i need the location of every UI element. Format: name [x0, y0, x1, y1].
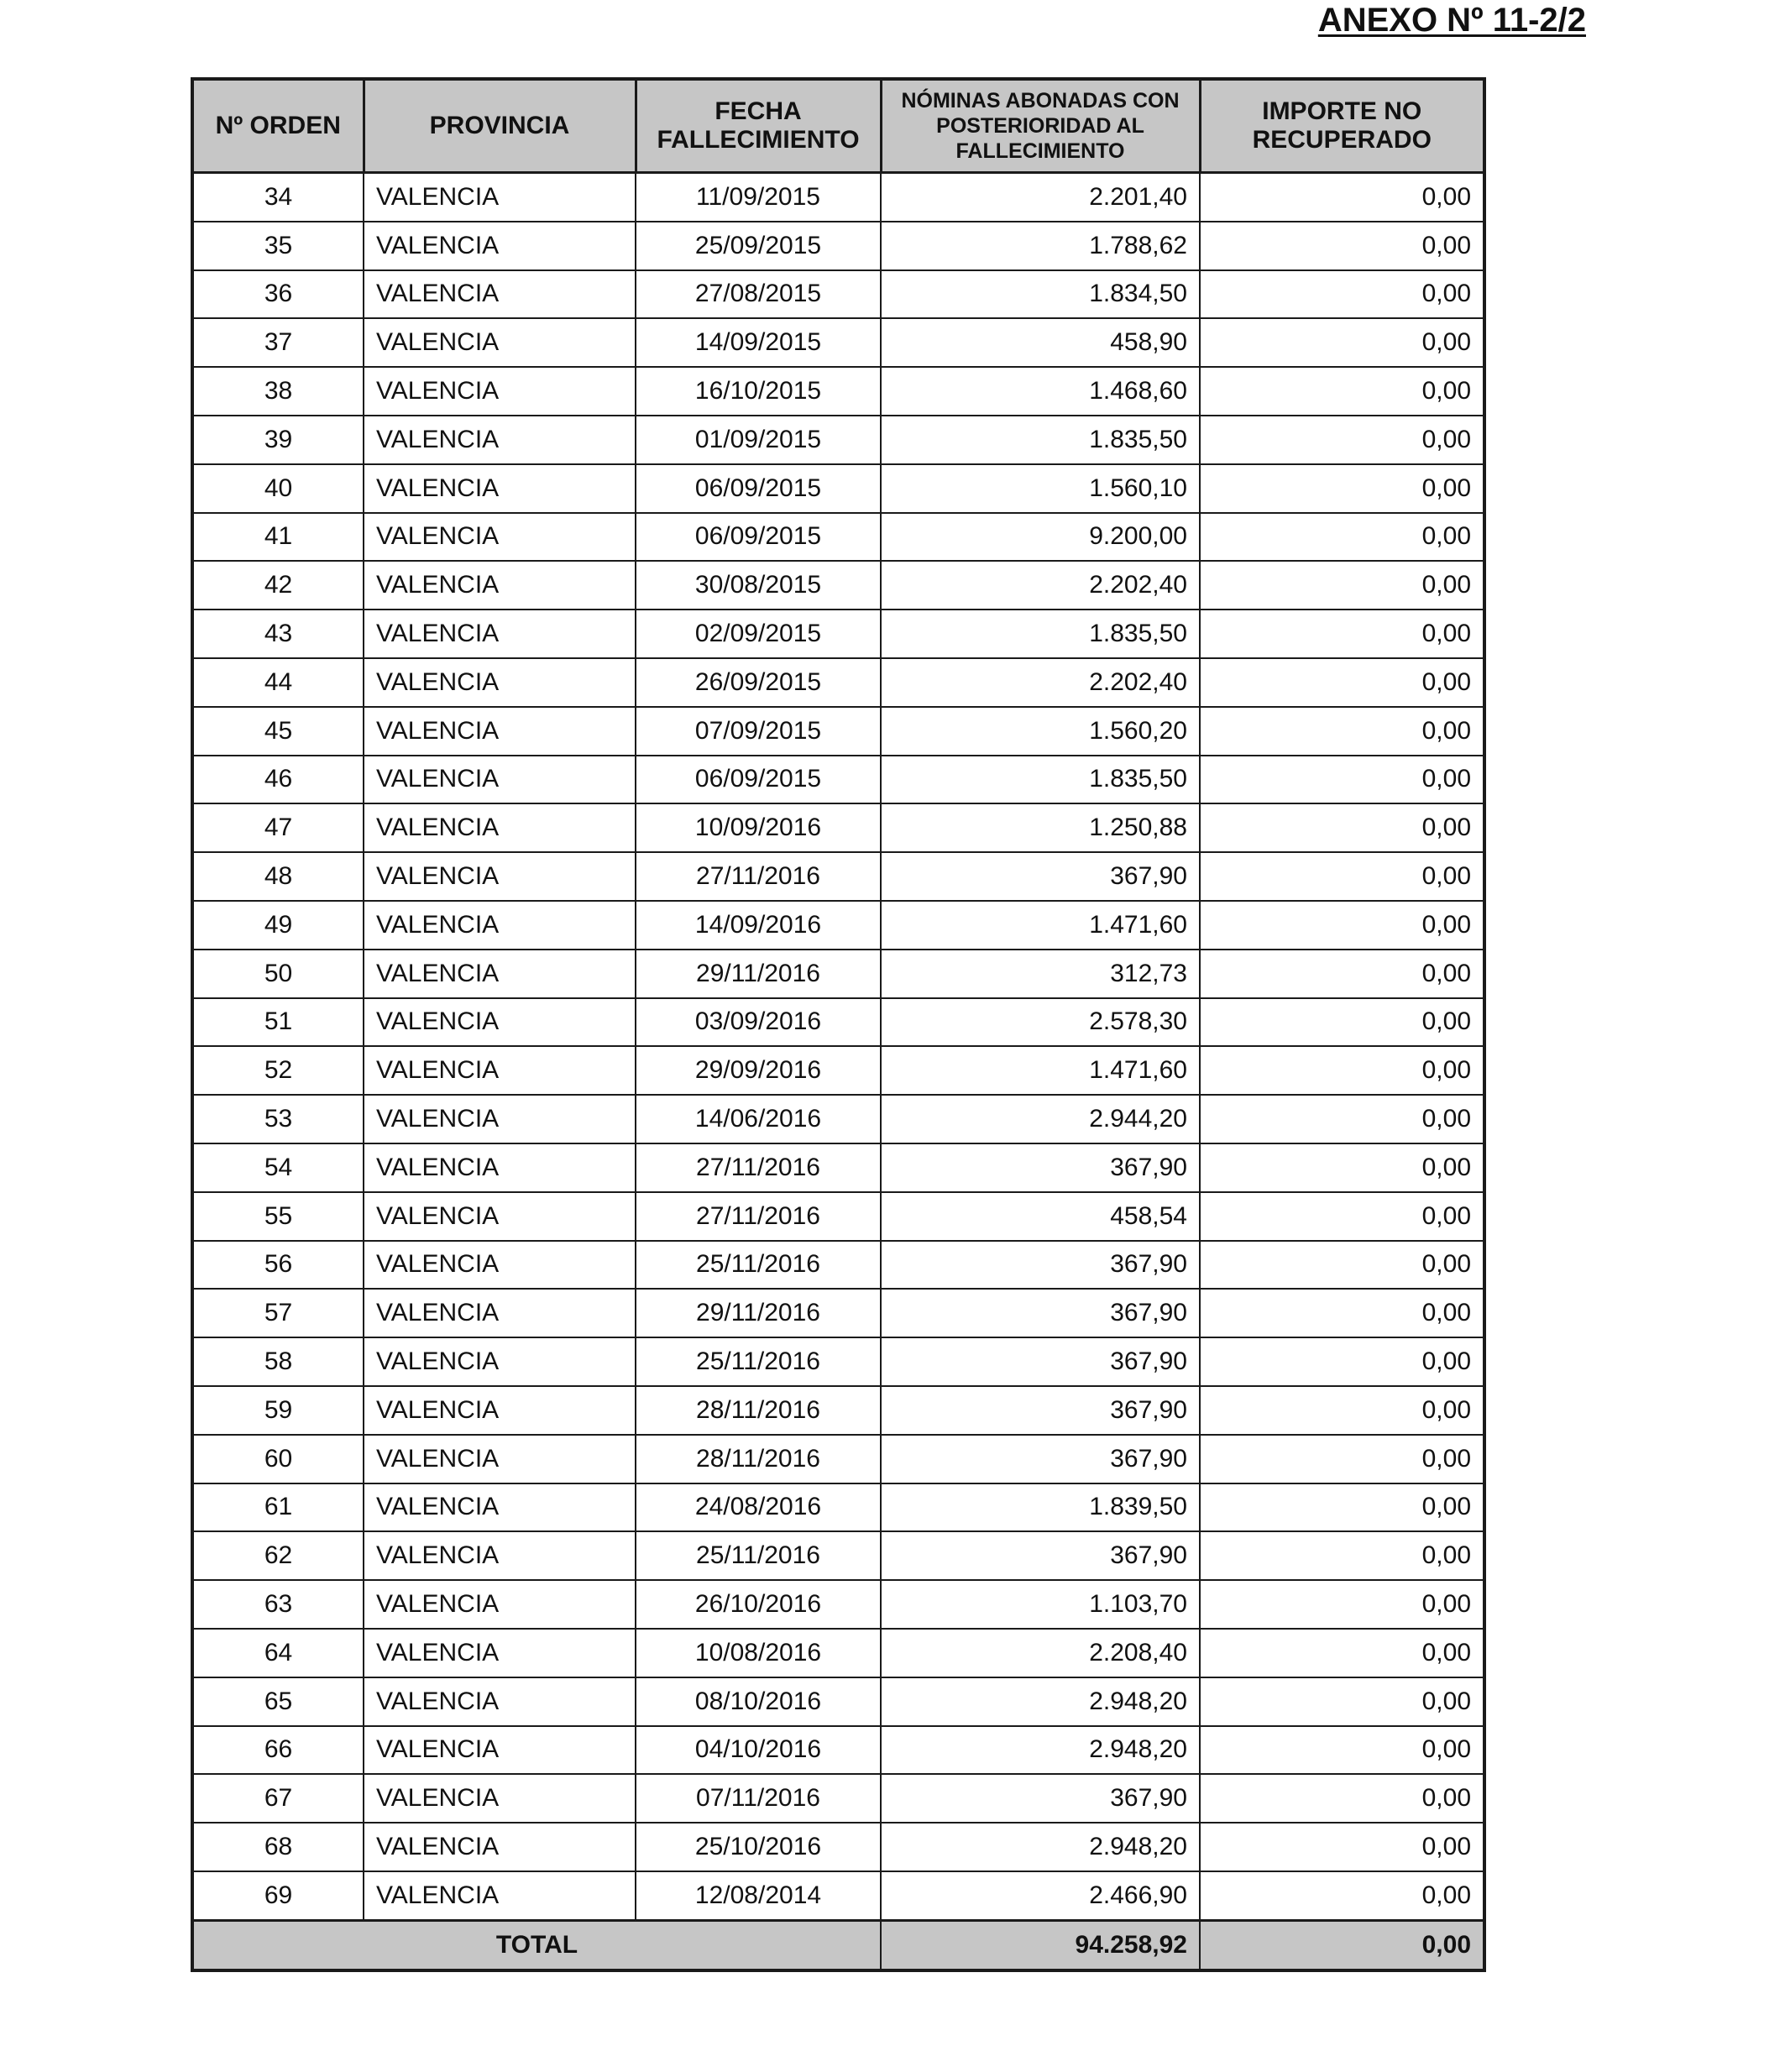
annex-title: ANEXO Nº 11-2/2	[1317, 2, 1586, 39]
cell-nominas: 2.202,40	[881, 561, 1200, 610]
cell-fecha: 25/11/2016	[636, 1337, 881, 1386]
cell-provincia: VALENCIA	[364, 1629, 636, 1677]
cell-importe: 0,00	[1200, 1823, 1484, 1871]
cell-orden: 45	[192, 707, 364, 756]
cell-importe: 0,00	[1200, 513, 1484, 562]
table-row	[192, 610, 1484, 658]
cell-provincia: VALENCIA	[364, 1483, 636, 1532]
cell-orden: 37	[192, 318, 364, 367]
cell-importe: 0,00	[1200, 756, 1484, 804]
cell-nominas: 367,90	[881, 1241, 1200, 1290]
cell-fecha: 06/09/2015	[636, 464, 881, 513]
cell-nominas: 1.471,60	[881, 1046, 1200, 1095]
cell-nominas: 367,90	[881, 1531, 1200, 1580]
cell-provincia: VALENCIA	[364, 998, 636, 1047]
cell-orden: 53	[192, 1095, 364, 1143]
cell-provincia: VALENCIA	[364, 561, 636, 610]
cell-provincia: VALENCIA	[364, 1289, 636, 1337]
cell-orden: 67	[192, 1774, 364, 1823]
cell-provincia: VALENCIA	[364, 1580, 636, 1629]
cell-provincia: VALENCIA	[364, 318, 636, 367]
total-nominas: 94.258,92	[881, 1920, 1200, 1970]
cell-orden: 44	[192, 658, 364, 707]
header-orden: Nº ORDEN	[192, 79, 364, 173]
cell-orden: 63	[192, 1580, 364, 1629]
cell-importe: 0,00	[1200, 901, 1484, 950]
cell-fecha: 14/06/2016	[636, 1095, 881, 1143]
cell-orden: 66	[192, 1726, 364, 1775]
cell-nominas: 1.839,50	[881, 1483, 1200, 1532]
cell-orden: 56	[192, 1241, 364, 1290]
cell-orden: 62	[192, 1531, 364, 1580]
table-row	[192, 464, 1484, 513]
cell-fecha: 25/10/2016	[636, 1823, 881, 1871]
cell-fecha: 14/09/2015	[636, 318, 881, 367]
cell-fecha: 12/08/2014	[636, 1871, 881, 1920]
cell-orden: 69	[192, 1871, 364, 1920]
cell-nominas: 1.835,50	[881, 756, 1200, 804]
table-row	[192, 1095, 1484, 1143]
cell-orden: 50	[192, 950, 364, 998]
cell-nominas: 1.103,70	[881, 1580, 1200, 1629]
table-row	[192, 1871, 1484, 1920]
cell-fecha: 03/09/2016	[636, 998, 881, 1047]
cell-nominas: 367,90	[881, 1386, 1200, 1435]
cell-provincia: VALENCIA	[364, 803, 636, 852]
cell-provincia: VALENCIA	[364, 658, 636, 707]
cell-provincia: VALENCIA	[364, 707, 636, 756]
cell-nominas: 2.948,20	[881, 1726, 1200, 1775]
cell-provincia: VALENCIA	[364, 852, 636, 901]
table-row	[192, 707, 1484, 756]
cell-importe: 0,00	[1200, 561, 1484, 610]
header-importe: IMPORTE NO RECUPERADO	[1200, 79, 1484, 173]
cell-orden: 38	[192, 367, 364, 416]
table-row	[192, 658, 1484, 707]
cell-provincia: VALENCIA	[364, 1774, 636, 1823]
cell-nominas: 1.468,60	[881, 367, 1200, 416]
cell-provincia: VALENCIA	[364, 1143, 636, 1192]
cell-importe: 0,00	[1200, 464, 1484, 513]
cell-fecha: 29/11/2016	[636, 1289, 881, 1337]
table-row	[192, 1337, 1484, 1386]
cell-importe: 0,00	[1200, 950, 1484, 998]
cell-nominas: 367,90	[881, 1143, 1200, 1192]
table-row	[192, 1143, 1484, 1192]
cell-orden: 39	[192, 416, 364, 464]
cell-fecha: 29/09/2016	[636, 1046, 881, 1095]
cell-orden: 43	[192, 610, 364, 658]
table-row	[192, 416, 1484, 464]
cell-orden: 42	[192, 561, 364, 610]
cell-nominas: 1.835,50	[881, 610, 1200, 658]
cell-nominas: 1.250,88	[881, 803, 1200, 852]
cell-importe: 0,00	[1200, 1386, 1484, 1435]
cell-fecha: 28/11/2016	[636, 1435, 881, 1483]
cell-provincia: VALENCIA	[364, 1337, 636, 1386]
cell-orden: 52	[192, 1046, 364, 1095]
cell-orden: 34	[192, 173, 364, 222]
cell-orden: 51	[192, 998, 364, 1047]
cell-fecha: 28/11/2016	[636, 1386, 881, 1435]
cell-orden: 49	[192, 901, 364, 950]
cell-orden: 46	[192, 756, 364, 804]
cell-importe: 0,00	[1200, 1337, 1484, 1386]
cell-nominas: 2.578,30	[881, 998, 1200, 1047]
cell-nominas: 2.944,20	[881, 1095, 1200, 1143]
cell-nominas: 367,90	[881, 1435, 1200, 1483]
cell-orden: 60	[192, 1435, 364, 1483]
cell-fecha: 14/09/2016	[636, 901, 881, 950]
cell-orden: 59	[192, 1386, 364, 1435]
cell-fecha: 06/09/2015	[636, 756, 881, 804]
cell-nominas: 1.560,20	[881, 707, 1200, 756]
cell-fecha: 27/11/2016	[636, 852, 881, 901]
table-row	[192, 270, 1484, 319]
cell-importe: 0,00	[1200, 416, 1484, 464]
cell-fecha: 30/08/2015	[636, 561, 881, 610]
cell-importe: 0,00	[1200, 1726, 1484, 1775]
table-row	[192, 173, 1484, 222]
cell-orden: 35	[192, 222, 364, 270]
cell-importe: 0,00	[1200, 1531, 1484, 1580]
cell-orden: 40	[192, 464, 364, 513]
table-row	[192, 367, 1484, 416]
table-row	[192, 950, 1484, 998]
table-row	[192, 1677, 1484, 1726]
cell-importe: 0,00	[1200, 270, 1484, 319]
table-row	[192, 803, 1484, 852]
table-row	[192, 561, 1484, 610]
cell-orden: 68	[192, 1823, 364, 1871]
cell-fecha: 02/09/2015	[636, 610, 881, 658]
header-fecha: FECHA FALLECIMIENTO	[636, 79, 881, 173]
cell-provincia: VALENCIA	[364, 1871, 636, 1920]
cell-provincia: VALENCIA	[364, 1386, 636, 1435]
cell-orden: 36	[192, 270, 364, 319]
cell-provincia: VALENCIA	[364, 1435, 636, 1483]
cell-provincia: VALENCIA	[364, 416, 636, 464]
cell-importe: 0,00	[1200, 1192, 1484, 1241]
cell-provincia: VALENCIA	[364, 222, 636, 270]
cell-importe: 0,00	[1200, 1435, 1484, 1483]
cell-provincia: VALENCIA	[364, 464, 636, 513]
cell-nominas: 1.834,50	[881, 270, 1200, 319]
table-row	[192, 1580, 1484, 1629]
cell-provincia: VALENCIA	[364, 173, 636, 222]
cell-nominas: 2.466,90	[881, 1871, 1200, 1920]
cell-nominas: 1.560,10	[881, 464, 1200, 513]
table-row	[192, 1823, 1484, 1871]
table-row	[192, 998, 1484, 1047]
cell-importe: 0,00	[1200, 173, 1484, 222]
cell-nominas: 367,90	[881, 1337, 1200, 1386]
cell-provincia: VALENCIA	[364, 610, 636, 658]
cell-nominas: 1.471,60	[881, 901, 1200, 950]
cell-nominas: 2.948,20	[881, 1823, 1200, 1871]
cell-fecha: 10/08/2016	[636, 1629, 881, 1677]
cell-importe: 0,00	[1200, 1774, 1484, 1823]
cell-provincia: VALENCIA	[364, 1677, 636, 1726]
cell-importe: 0,00	[1200, 1046, 1484, 1095]
cell-nominas: 1.788,62	[881, 222, 1200, 270]
cell-orden: 48	[192, 852, 364, 901]
total-row	[192, 1920, 1484, 1970]
cell-importe: 0,00	[1200, 318, 1484, 367]
cell-provincia: VALENCIA	[364, 756, 636, 804]
cell-importe: 0,00	[1200, 367, 1484, 416]
table-row	[192, 1289, 1484, 1337]
cell-importe: 0,00	[1200, 803, 1484, 852]
cell-provincia: VALENCIA	[364, 1241, 636, 1290]
cell-fecha: 24/08/2016	[636, 1483, 881, 1532]
cell-importe: 0,00	[1200, 1289, 1484, 1337]
cell-provincia: VALENCIA	[364, 1823, 636, 1871]
cell-fecha: 27/08/2015	[636, 270, 881, 319]
cell-provincia: VALENCIA	[364, 513, 636, 562]
cell-fecha: 25/11/2016	[636, 1531, 881, 1580]
cell-orden: 65	[192, 1677, 364, 1726]
table-row	[192, 1386, 1484, 1435]
cell-importe: 0,00	[1200, 707, 1484, 756]
cell-nominas: 458,90	[881, 318, 1200, 367]
cell-provincia: VALENCIA	[364, 1531, 636, 1580]
table-row	[192, 1435, 1484, 1483]
table-row	[192, 1629, 1484, 1677]
cell-fecha: 07/09/2015	[636, 707, 881, 756]
table-row	[192, 1192, 1484, 1241]
table-row	[192, 1241, 1484, 1290]
cell-fecha: 25/11/2016	[636, 1241, 881, 1290]
cell-nominas: 2.201,40	[881, 173, 1200, 222]
cell-nominas: 2.202,40	[881, 658, 1200, 707]
header-provincia: PROVINCIA	[364, 79, 636, 173]
table-row	[192, 1483, 1484, 1532]
cell-fecha: 25/09/2015	[636, 222, 881, 270]
cell-nominas: 1.835,50	[881, 416, 1200, 464]
cell-nominas: 367,90	[881, 852, 1200, 901]
cell-orden: 64	[192, 1629, 364, 1677]
cell-fecha: 26/09/2015	[636, 658, 881, 707]
cell-importe: 0,00	[1200, 610, 1484, 658]
cell-fecha: 26/10/2016	[636, 1580, 881, 1629]
table-row	[192, 1726, 1484, 1775]
table-body	[192, 173, 1484, 1921]
cell-orden: 47	[192, 803, 364, 852]
cell-fecha: 11/09/2015	[636, 173, 881, 222]
cell-importe: 0,00	[1200, 852, 1484, 901]
cell-importe: 0,00	[1200, 1095, 1484, 1143]
table-row	[192, 901, 1484, 950]
cell-importe: 0,00	[1200, 658, 1484, 707]
deceased-payments-table	[191, 77, 1486, 1972]
cell-orden: 61	[192, 1483, 364, 1532]
header-nominas: NÓMINAS ABONADAS CON POSTERIORIDAD AL FALLECIMIENTO	[881, 79, 1200, 173]
table-row	[192, 1531, 1484, 1580]
cell-provincia: VALENCIA	[364, 901, 636, 950]
cell-provincia: VALENCIA	[364, 950, 636, 998]
cell-nominas: 458,54	[881, 1192, 1200, 1241]
cell-fecha: 07/11/2016	[636, 1774, 881, 1823]
cell-orden: 55	[192, 1192, 364, 1241]
cell-orden: 58	[192, 1337, 364, 1386]
cell-fecha: 27/11/2016	[636, 1192, 881, 1241]
cell-fecha: 04/10/2016	[636, 1726, 881, 1775]
cell-provincia: VALENCIA	[364, 1095, 636, 1143]
cell-fecha: 06/09/2015	[636, 513, 881, 562]
cell-importe: 0,00	[1200, 998, 1484, 1047]
cell-orden: 41	[192, 513, 364, 562]
cell-nominas: 367,90	[881, 1289, 1200, 1337]
cell-importe: 0,00	[1200, 1871, 1484, 1920]
cell-importe: 0,00	[1200, 1580, 1484, 1629]
cell-nominas: 2.948,20	[881, 1677, 1200, 1726]
cell-provincia: VALENCIA	[364, 367, 636, 416]
cell-nominas: 367,90	[881, 1774, 1200, 1823]
cell-fecha: 29/11/2016	[636, 950, 881, 998]
cell-importe: 0,00	[1200, 1629, 1484, 1677]
cell-importe: 0,00	[1200, 1677, 1484, 1726]
cell-provincia: VALENCIA	[364, 1046, 636, 1095]
total-label: TOTAL	[192, 1920, 881, 1970]
cell-importe: 0,00	[1200, 1143, 1484, 1192]
cell-importe: 0,00	[1200, 1241, 1484, 1290]
cell-orden: 54	[192, 1143, 364, 1192]
table-row	[192, 222, 1484, 270]
cell-provincia: VALENCIA	[364, 1726, 636, 1775]
cell-nominas: 9.200,00	[881, 513, 1200, 562]
table-row	[192, 1046, 1484, 1095]
cell-nominas: 312,73	[881, 950, 1200, 998]
cell-provincia: VALENCIA	[364, 1192, 636, 1241]
table-row	[192, 756, 1484, 804]
cell-fecha: 01/09/2015	[636, 416, 881, 464]
cell-importe: 0,00	[1200, 1483, 1484, 1532]
cell-nominas: 2.208,40	[881, 1629, 1200, 1677]
table-row	[192, 852, 1484, 901]
table-row	[192, 318, 1484, 367]
cell-orden: 57	[192, 1289, 364, 1337]
table-row	[192, 1774, 1484, 1823]
table-row	[192, 513, 1484, 562]
cell-fecha: 16/10/2015	[636, 367, 881, 416]
cell-fecha: 08/10/2016	[636, 1677, 881, 1726]
total-importe: 0,00	[1200, 1920, 1484, 1970]
cell-provincia: VALENCIA	[364, 270, 636, 319]
cell-importe: 0,00	[1200, 222, 1484, 270]
table-header-row	[192, 79, 1484, 173]
cell-fecha: 27/11/2016	[636, 1143, 881, 1192]
cell-fecha: 10/09/2016	[636, 803, 881, 852]
